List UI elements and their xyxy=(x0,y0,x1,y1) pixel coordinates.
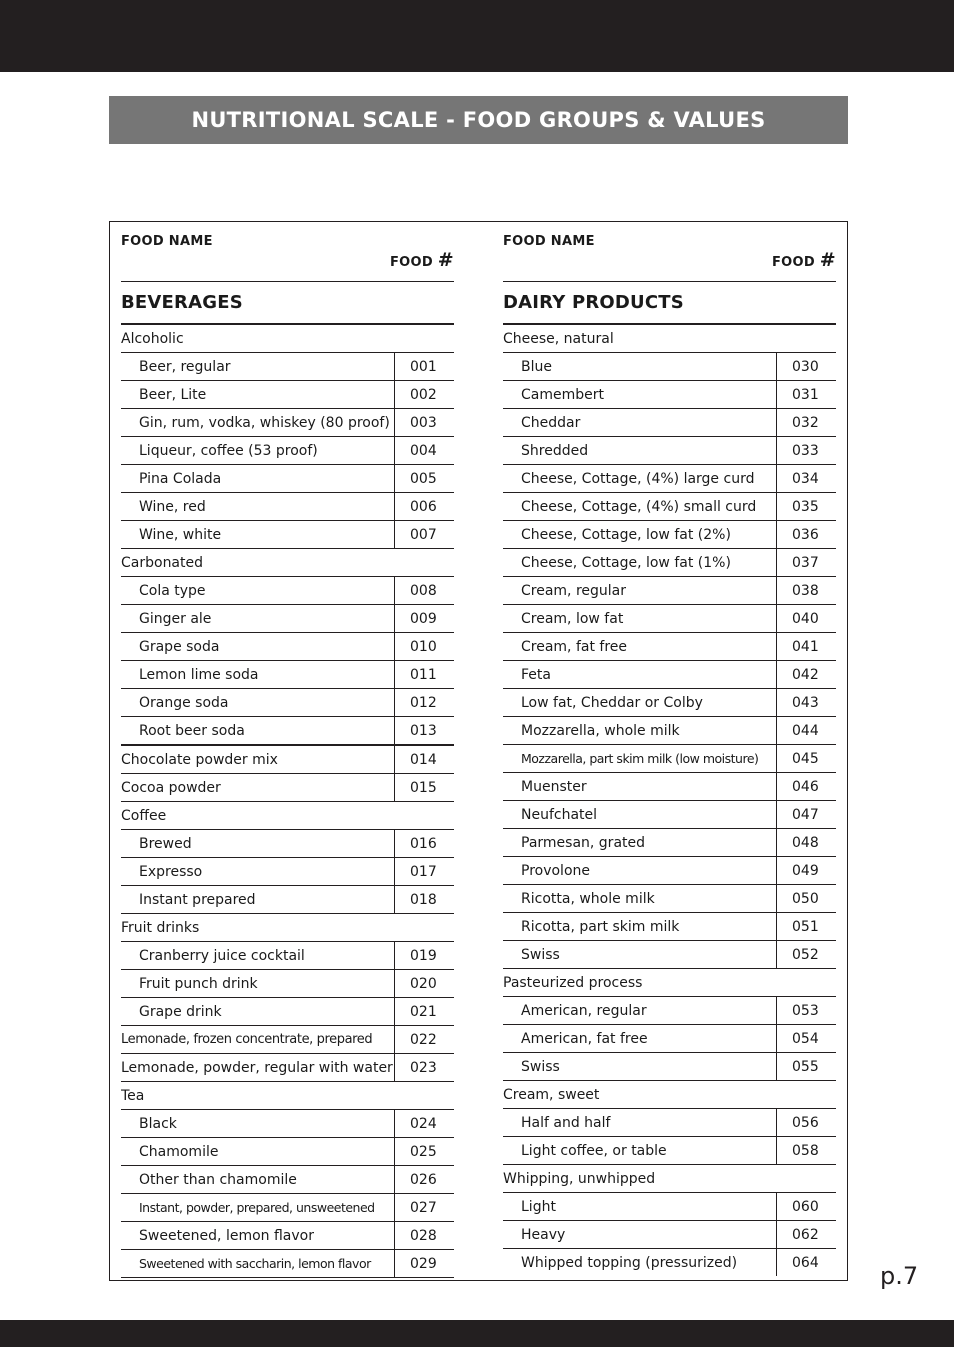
subgroup-row xyxy=(503,1081,836,1109)
table-row xyxy=(121,633,454,661)
food-number: 021 xyxy=(394,998,454,1025)
table-row xyxy=(121,577,454,605)
table-row xyxy=(121,1026,454,1054)
food-number: 048 xyxy=(776,829,836,856)
food-name: Grape soda xyxy=(139,638,220,655)
table-row xyxy=(503,605,836,633)
food-number: 015 xyxy=(394,774,454,801)
table-row xyxy=(121,465,454,493)
table-row xyxy=(503,829,836,857)
subgroup-label: Pasteurized process xyxy=(503,974,643,991)
table-row xyxy=(503,885,836,913)
food-name: Cream, fat free xyxy=(521,638,628,655)
food-name-header: FOOD NAME xyxy=(503,234,595,249)
table-row xyxy=(503,913,836,941)
subgroup-label: Alcoholic xyxy=(121,330,184,347)
food-number: 007 xyxy=(394,521,454,548)
table-row xyxy=(121,830,454,858)
table-row xyxy=(121,998,454,1026)
food-number: 024 xyxy=(394,1110,454,1137)
food-name: Sweetened, lemon flavor xyxy=(139,1227,314,1244)
food-number: 017 xyxy=(394,858,454,885)
food-name: Swiss xyxy=(521,1058,560,1075)
table-row xyxy=(121,774,454,802)
food-number: 013 xyxy=(394,717,454,744)
food-number: 051 xyxy=(776,913,836,940)
food-number: 011 xyxy=(394,661,454,688)
food-name: Neufchatel xyxy=(521,806,598,823)
food-number: 031 xyxy=(776,381,836,408)
group-title-beverages: BEVERAGES xyxy=(121,282,454,325)
food-number: 009 xyxy=(394,605,454,632)
food-number: 060 xyxy=(776,1193,836,1220)
bottom-bar xyxy=(0,1320,954,1347)
food-number: 025 xyxy=(394,1138,454,1165)
food-number: 029 xyxy=(394,1250,454,1277)
food-name: Cheese, Cottage, (4%) large curd xyxy=(521,470,755,487)
food-number: 002 xyxy=(394,381,454,408)
table-row xyxy=(503,941,836,969)
food-name: Black xyxy=(139,1115,177,1132)
food-name: Instant prepared xyxy=(139,891,256,908)
food-number: 064 xyxy=(776,1249,836,1276)
food-number: 046 xyxy=(776,773,836,800)
food-name: Chamomile xyxy=(139,1143,219,1160)
food-number: 038 xyxy=(776,577,836,604)
page-title: NUTRITIONAL SCALE - FOOD GROUPS & VALUES xyxy=(109,96,848,144)
food-name: Light coffee, or table xyxy=(521,1142,667,1159)
food-name: Expresso xyxy=(139,863,203,880)
table-row xyxy=(121,437,454,465)
table-row xyxy=(503,1109,836,1137)
food-name: Cheese, Cottage, low fat (1%) xyxy=(521,554,731,571)
subgroup-row xyxy=(503,1165,836,1193)
food-number: 014 xyxy=(394,746,454,773)
food-number: 016 xyxy=(394,830,454,857)
food-name: Swiss xyxy=(521,946,560,963)
table-row xyxy=(503,773,836,801)
food-name: Beer, regular xyxy=(139,358,231,375)
food-name: Instant, powder, prepared, unsweetened xyxy=(139,1200,375,1215)
food-name: Cheese, Cottage, low fat (2%) xyxy=(521,526,731,543)
table-row xyxy=(121,1110,454,1138)
food-number: 043 xyxy=(776,689,836,716)
subgroup-label: Coffee xyxy=(121,807,167,824)
table-row xyxy=(503,381,836,409)
food-number: 028 xyxy=(394,1222,454,1249)
beverages-rows xyxy=(121,325,454,1278)
food-name: Cocoa powder xyxy=(121,779,221,796)
table-row xyxy=(503,549,836,577)
food-name: Whipped topping (pressurized) xyxy=(521,1254,738,1271)
table-row xyxy=(121,605,454,633)
food-name: Root beer soda xyxy=(139,722,245,739)
table-row xyxy=(121,1250,454,1278)
table-row xyxy=(121,858,454,886)
food-number: 062 xyxy=(776,1221,836,1248)
food-name: Cream, regular xyxy=(521,582,626,599)
food-name: Ricotta, whole milk xyxy=(521,890,655,907)
hash-label: # xyxy=(819,249,836,271)
food-name: Lemonade, powder, regular with water xyxy=(121,1059,393,1076)
food-number-label: FOOD xyxy=(771,255,815,270)
food-name: Half and half xyxy=(521,1114,611,1131)
food-name: Cheddar xyxy=(521,414,581,431)
table-row xyxy=(503,493,836,521)
food-number-header xyxy=(772,249,836,271)
food-number: 001 xyxy=(394,353,454,380)
food-name: Orange soda xyxy=(139,694,229,711)
food-number: 047 xyxy=(776,801,836,828)
food-name: Fruit punch drink xyxy=(139,975,258,992)
food-number: 019 xyxy=(394,942,454,969)
food-number: 033 xyxy=(776,437,836,464)
food-number: 054 xyxy=(776,1025,836,1052)
table-row xyxy=(121,970,454,998)
subgroup-label: Carbonated xyxy=(121,554,204,571)
food-name: Wine, white xyxy=(139,526,222,543)
food-name: Muenster xyxy=(521,778,587,795)
table-row xyxy=(503,689,836,717)
dairy-rows xyxy=(503,325,836,1276)
food-number-header xyxy=(390,249,454,271)
table-row xyxy=(121,689,454,717)
food-name: Cranberry juice cocktail xyxy=(139,947,305,964)
table-row xyxy=(121,381,454,409)
food-number: 058 xyxy=(776,1137,836,1164)
table-row xyxy=(121,942,454,970)
table-row xyxy=(503,717,836,745)
food-number: 010 xyxy=(394,633,454,660)
table-row xyxy=(121,1222,454,1250)
food-number: 008 xyxy=(394,577,454,604)
table-row xyxy=(121,493,454,521)
food-name: Beer, Lite xyxy=(139,386,207,403)
table-row xyxy=(503,1053,836,1081)
food-number: 035 xyxy=(776,493,836,520)
food-number: 037 xyxy=(776,549,836,576)
subgroup-label: Fruit drinks xyxy=(121,919,200,936)
column-header xyxy=(503,222,836,282)
table-row xyxy=(503,1249,836,1276)
subgroup-label: Tea xyxy=(121,1087,145,1104)
food-number: 049 xyxy=(776,857,836,884)
food-number: 052 xyxy=(776,941,836,968)
food-number: 022 xyxy=(394,1026,454,1053)
table-row xyxy=(503,1221,836,1249)
food-name: Parmesan, grated xyxy=(521,834,646,851)
food-name: Blue xyxy=(521,358,552,375)
subgroup-label: Cream, sweet xyxy=(503,1086,600,1103)
food-name: Gin, rum, vodka, whiskey (80 proof) xyxy=(139,414,390,431)
table-row xyxy=(121,886,454,914)
table-row xyxy=(503,1137,836,1165)
subgroup-row xyxy=(121,549,454,577)
food-number: 056 xyxy=(776,1109,836,1136)
food-name: Heavy xyxy=(521,1226,566,1243)
table-row xyxy=(121,1194,454,1222)
food-name: Low fat, Cheddar or Colby xyxy=(521,694,703,711)
food-number: 036 xyxy=(776,521,836,548)
table-row xyxy=(121,661,454,689)
food-name: Brewed xyxy=(139,835,192,852)
beverages-column xyxy=(121,222,454,1278)
food-name: Lemon lime soda xyxy=(139,666,259,683)
column-header xyxy=(121,222,454,282)
table-row xyxy=(121,353,454,381)
food-name: Cheese, Cottage, (4%) small curd xyxy=(521,498,757,515)
dairy-column xyxy=(503,222,836,1276)
food-number: 030 xyxy=(776,353,836,380)
food-number: 018 xyxy=(394,886,454,913)
food-name: Ginger ale xyxy=(139,610,212,627)
food-name: Feta xyxy=(521,666,551,683)
subgroup-row xyxy=(121,802,454,830)
table-row xyxy=(121,1166,454,1194)
table-row xyxy=(503,437,836,465)
table-row xyxy=(121,521,454,549)
food-name: Cream, low fat xyxy=(521,610,624,627)
table-row xyxy=(503,409,836,437)
food-number-label: FOOD xyxy=(389,255,433,270)
food-name-header: FOOD NAME xyxy=(121,234,213,249)
food-number: 055 xyxy=(776,1053,836,1080)
subgroup-label: Whipping, unwhipped xyxy=(503,1170,656,1187)
table-row xyxy=(121,746,454,774)
food-number: 004 xyxy=(394,437,454,464)
food-name: Mozzarella, part skim milk (low moisture) xyxy=(521,751,759,766)
food-name: Provolone xyxy=(521,862,591,879)
table-row xyxy=(503,745,836,773)
food-name: Cola type xyxy=(139,582,206,599)
subgroup-row xyxy=(503,969,836,997)
food-name: Ricotta, part skim milk xyxy=(521,918,680,935)
food-name: Chocolate powder mix xyxy=(121,751,278,768)
table-row xyxy=(121,1138,454,1166)
food-name: Liqueur, coffee (53 proof) xyxy=(139,442,318,459)
top-bar xyxy=(0,0,954,72)
food-name: American, regular xyxy=(521,1002,647,1019)
food-number: 044 xyxy=(776,717,836,744)
food-number: 023 xyxy=(394,1054,454,1081)
group-title-dairy: DAIRY PRODUCTS xyxy=(503,282,836,325)
table-row xyxy=(503,857,836,885)
food-number: 050 xyxy=(776,885,836,912)
subgroup-label: Cheese, natural xyxy=(503,330,614,347)
subgroup-row xyxy=(121,914,454,942)
table-row xyxy=(503,997,836,1025)
food-name: Shredded xyxy=(521,442,589,459)
food-table xyxy=(109,221,848,1281)
table-row xyxy=(503,633,836,661)
food-name: Grape drink xyxy=(139,1003,222,1020)
table-row xyxy=(121,1054,454,1082)
food-number: 005 xyxy=(394,465,454,492)
food-name: Light xyxy=(521,1198,556,1215)
table-row xyxy=(121,409,454,437)
food-number: 045 xyxy=(776,745,836,772)
table-row xyxy=(503,353,836,381)
food-number: 041 xyxy=(776,633,836,660)
subgroup-row xyxy=(121,1082,454,1110)
table-row xyxy=(503,801,836,829)
food-number: 042 xyxy=(776,661,836,688)
food-name: Other than chamomile xyxy=(139,1171,297,1188)
table-row xyxy=(503,521,836,549)
food-number: 034 xyxy=(776,465,836,492)
food-number: 006 xyxy=(394,493,454,520)
table-row xyxy=(503,1025,836,1053)
food-number: 012 xyxy=(394,689,454,716)
table-row xyxy=(503,661,836,689)
food-name: American, fat free xyxy=(521,1030,648,1047)
table-row xyxy=(503,577,836,605)
subgroup-row xyxy=(121,325,454,353)
table-row xyxy=(503,465,836,493)
table-row xyxy=(503,1193,836,1221)
food-number: 053 xyxy=(776,997,836,1024)
page-number: p.7 xyxy=(880,1262,919,1290)
food-name: Lemonade, frozen concentrate, prepared xyxy=(121,1032,373,1047)
food-name: Wine, red xyxy=(139,498,206,515)
table-row xyxy=(121,717,454,746)
food-number: 026 xyxy=(394,1166,454,1193)
subgroup-row xyxy=(503,325,836,353)
food-number: 003 xyxy=(394,409,454,436)
food-name: Mozzarella, whole milk xyxy=(521,722,680,739)
hash-label: # xyxy=(437,249,454,271)
food-name: Camembert xyxy=(521,386,604,403)
food-name: Sweetened with saccharin, lemon flavor xyxy=(139,1256,371,1271)
food-number: 040 xyxy=(776,605,836,632)
food-number: 032 xyxy=(776,409,836,436)
food-number: 020 xyxy=(394,970,454,997)
food-name: Pina Colada xyxy=(139,470,222,487)
food-number: 027 xyxy=(394,1194,454,1221)
